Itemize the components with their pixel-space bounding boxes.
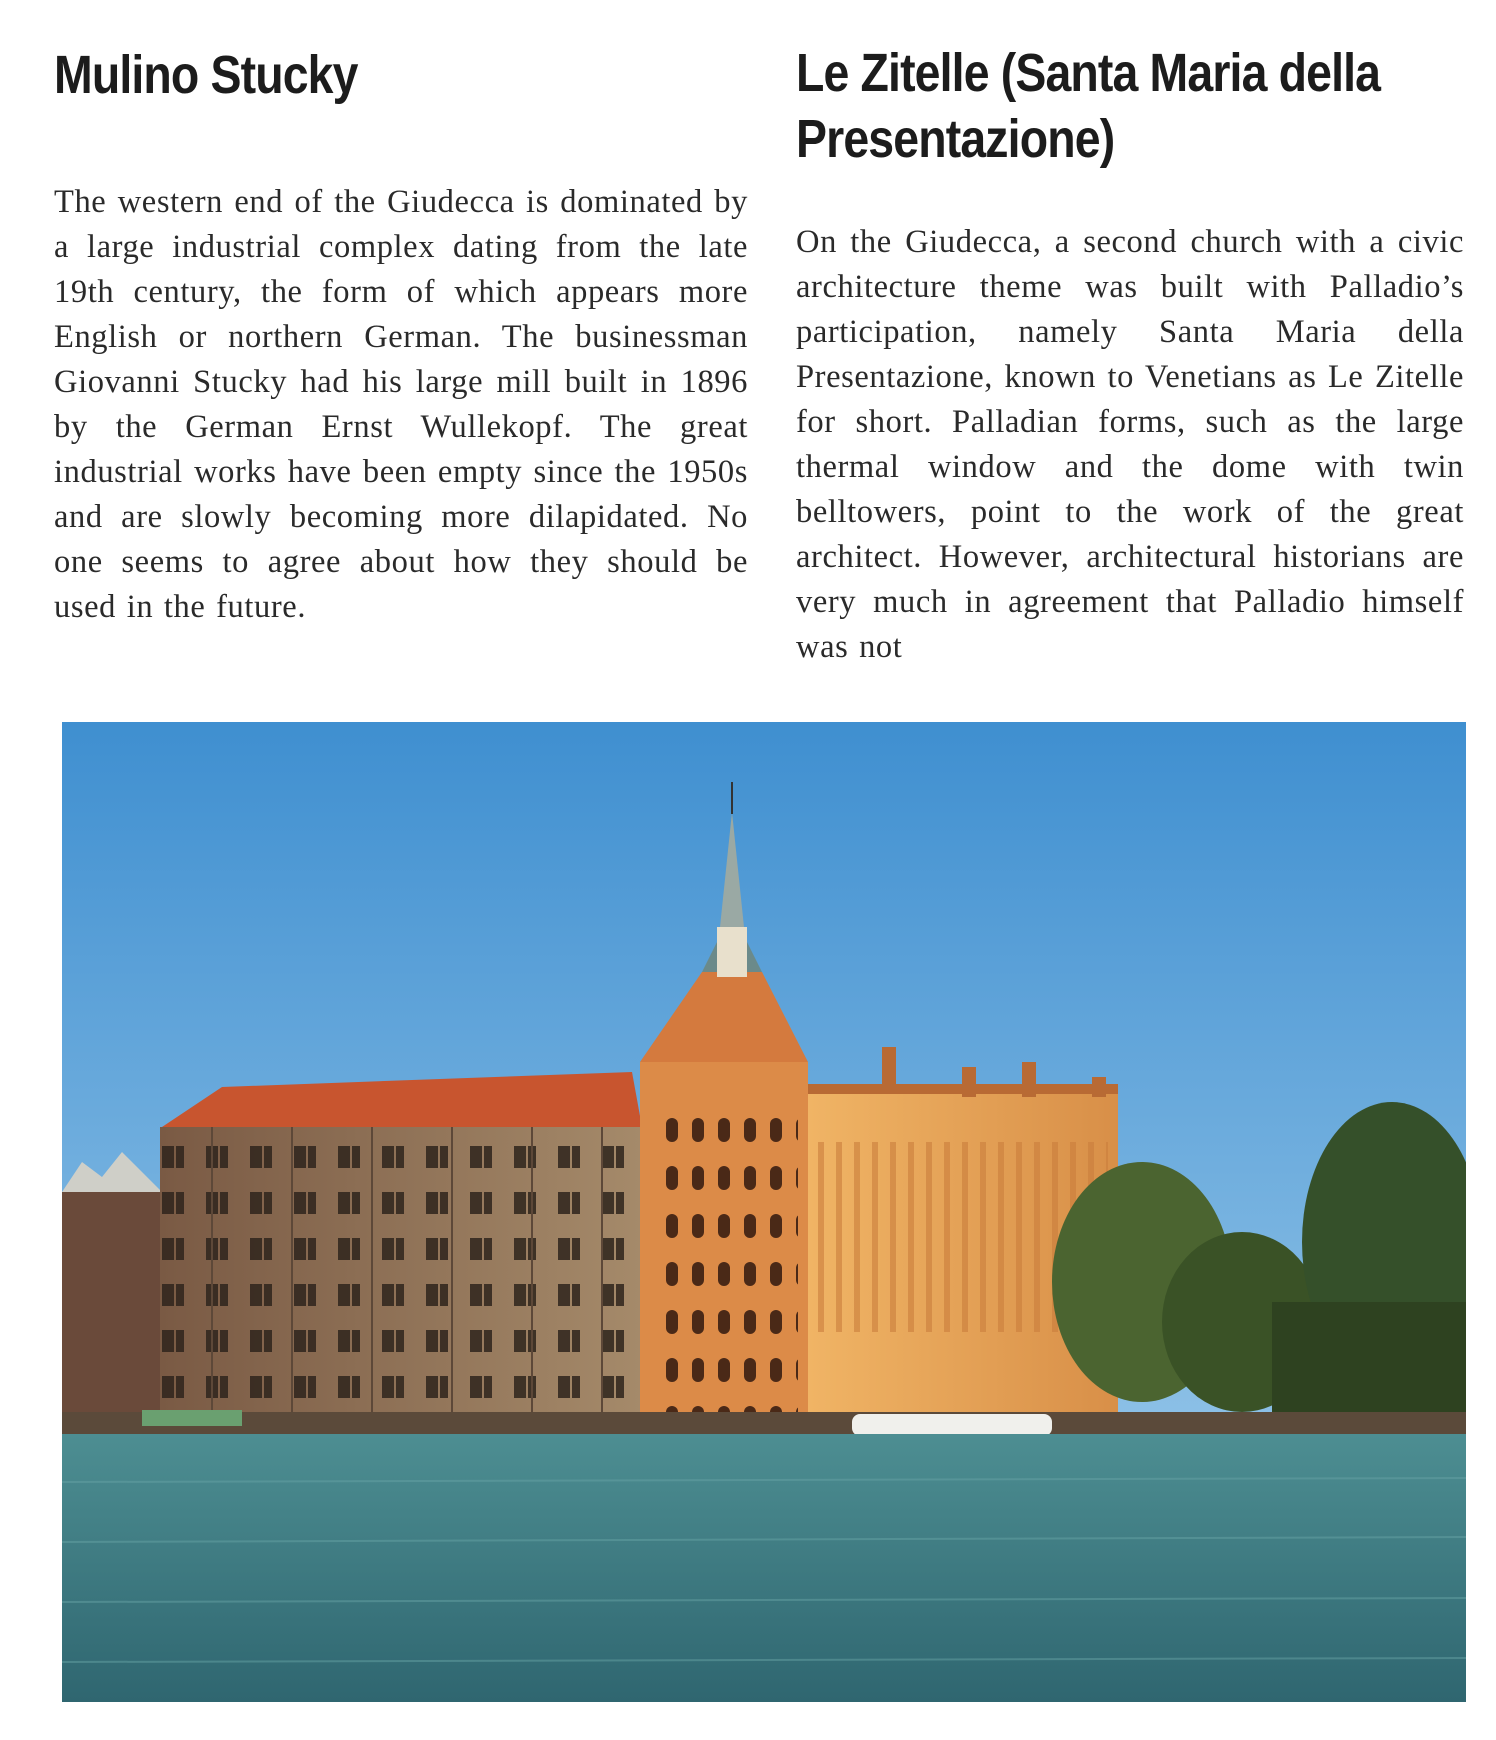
quay — [62, 1412, 1466, 1434]
mulino-stucky-photo — [62, 722, 1466, 1702]
mulino-stucky-body: The western end of the Giudecca is dominated by a large industrial complex dating from the late 19th century, the form of which appears more English or northern German. The businessman Giovanni Stucky had his large mill built in 1896 by the German Ernst Wullekopf. The great industrial works have been empty since the 1950s and are slowly becoming more dilapidated. No one seems to agree about how they should be used in the future. — [54, 184, 748, 625]
le-zitelle-body: On the Giudecca, a second church with a civic architecture theme was built with Palladio’s participation, namely Santa Maria della Presentazione, known to Venetians as Le Zitelle for short. Palladian forms, such as the large thermal window and the dome with twin belltowers, point to the work of the great architect. However, architectural historians are very much in agreement that Palladio himself was not — [796, 224, 1464, 665]
distant-building — [62, 1192, 162, 1412]
le-zitelle-heading: Le Zitelle (Santa Maria della Presentazione) — [796, 43, 1381, 169]
mulino-stucky-heading: Mulino Stucky — [54, 45, 358, 105]
boat — [852, 1414, 1052, 1436]
